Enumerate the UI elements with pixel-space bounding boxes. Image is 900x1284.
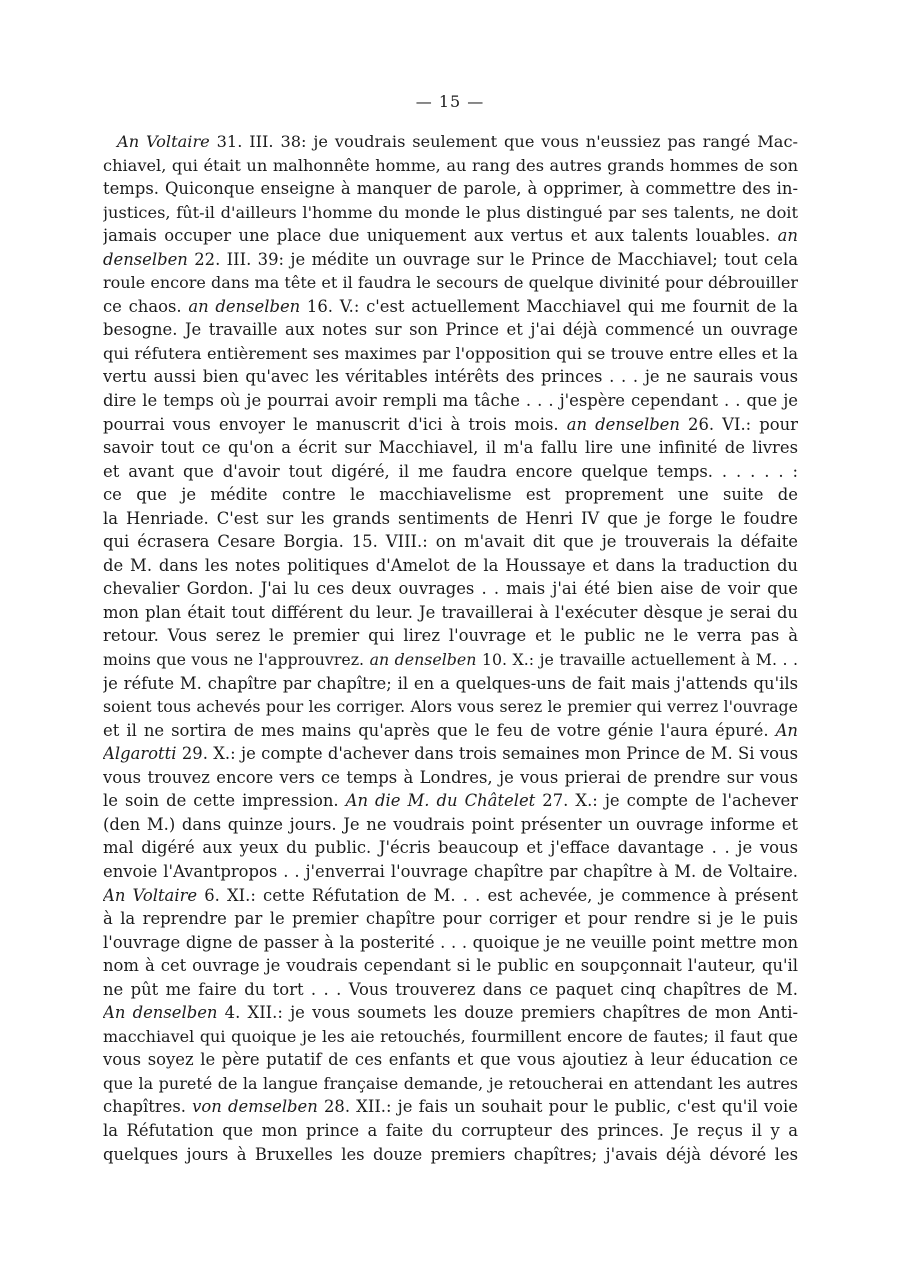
text-segment: mon plan était tout différent du leur. Je travaillerai à l'exécuter dèsque je serai du [103, 602, 798, 622]
text-line [103, 907, 798, 931]
text-line [103, 648, 798, 672]
text-line [103, 1072, 798, 1096]
text-segment: (den M.) dans quinze jours. Je ne voudrais point présenter un ouvrage informe et [103, 814, 798, 834]
text-segment: chapîtres. [103, 1097, 193, 1117]
text-line [103, 601, 798, 625]
text-segment: 6. XI.: cette Réfutation de M. . . est achevée, je commence à présent [197, 885, 798, 905]
text-segment: le soin de cette impression. [103, 791, 346, 811]
text-line [103, 742, 798, 766]
text-segment: retour. Vous serez le premier qui lirez l'ouvrage et le public ne le verra pas à [103, 626, 798, 646]
text-line [103, 318, 798, 342]
text-segment: 10. X.: je travaille actuellement à M. . . [476, 650, 798, 670]
text-segment: besogne. Je travaille aux notes sur son Prince et j'ai déjà commencé un ouvrage [103, 320, 798, 340]
text-line [103, 695, 798, 719]
text-line [103, 389, 798, 413]
italic-reference: An Voltaire [117, 132, 210, 151]
text-segment: savoir tout ce qu'on a écrit sur Macchiavel, il m'a fallu lire une infinité de livres [103, 438, 798, 458]
text-line [103, 224, 798, 248]
text-segment: chiavel, qui était un malhonnête homme, au rang des autres grands hommes de son [103, 155, 798, 175]
text-segment: soient tous achevés pour les corriger. Alors vous serez le premier qui verrez l'ouvrage [103, 697, 798, 717]
text-segment: mal digéré aux yeux du public. J'écris beaucoup et j'efface davantage . . je vous [103, 838, 798, 858]
text-segment: 16. V.: c'est actuellement Macchiavel qui me fournit de la [300, 296, 798, 316]
text-line [103, 436, 798, 460]
text-line [103, 460, 798, 484]
text-segment: justices, fût-il d'ailleurs l'homme du monde le plus distingué par ses talents, ne doit [103, 202, 798, 222]
text-segment: vous soyez le père putatif de ces enfants et que vous ajoutiez à leur éducation ce [103, 1050, 798, 1070]
italic-reference: an denselben [188, 296, 301, 316]
text-segment: 28. XII.: je fais un souhait pour le public, c'est qu'il voie [317, 1097, 798, 1117]
text-line [103, 1143, 798, 1167]
text-segment: à la reprendre par le premier chapître pour corriger et pour rendre si je le puis [103, 909, 798, 929]
text-line [103, 342, 798, 366]
text-segment: roule encore dans ma tête et il faudra le secours de quelque divinité pour débrouiller [103, 273, 798, 293]
text-line [103, 248, 798, 272]
text-segment: 29. X.: je compte d'achever dans trois semaines mon Prince de M. Si vous [176, 744, 798, 764]
text-segment: ne pût me faire du tort . . . Vous trouverez dans ce paquet cinq chapîtres de M. [103, 979, 798, 999]
text-line [103, 530, 798, 554]
text-segment: jamais occuper une place due uniquement aux vertus et aux talents louables. [103, 226, 778, 246]
text-line [103, 1095, 798, 1119]
text-segment: 22. III. 39: je médite un ouvrage sur le Prince de Macchiavel; tout cela [187, 249, 798, 269]
text-segment: et il ne sortira de mes mains qu'après que le feu de votre génie l'aura épuré. [103, 720, 776, 740]
text-segment: 26. VI.: pour [679, 414, 798, 434]
text-line [103, 201, 798, 225]
text-line [103, 1119, 798, 1143]
text-segment: pourrai vous envoyer le manuscrit d'ici à trois mois. [103, 414, 567, 434]
italic-reference: An denselben [103, 1003, 218, 1023]
text-segment: de M. dans les notes politiques d'Amelot de la Houssaye et dans la traduction du [103, 555, 798, 575]
text-segment: chevalier Gordon. J'ai lu ces deux ouvrages . . mais j'ai été bien aise de voir que [103, 579, 798, 599]
text-line [103, 483, 798, 507]
text-line [103, 130, 798, 154]
text-line [103, 271, 798, 295]
text-line [103, 836, 798, 860]
text-line [103, 931, 798, 955]
italic-reference: Algarotti [103, 744, 177, 764]
text-line [103, 577, 798, 601]
italic-reference: an denselben [566, 414, 680, 434]
text-line [103, 295, 798, 319]
page-number: — 15 — [415, 92, 485, 111]
text-segment: 27. X.: je compte de l'achever [535, 791, 798, 811]
text-segment: macchiavel qui quoique je les aie retouchés, fourmillent encore de fautes; il faut que [103, 1026, 798, 1046]
text-segment: l'ouvrage digne de passer à la posterité . . . quoique je ne veuille point mettre mon [103, 932, 798, 952]
text-segment: 4. XII.: je vous soumets les douze premiers chapîtres de mon Anti- [217, 1003, 798, 1023]
text-line [103, 365, 798, 389]
text-line [103, 624, 798, 648]
text-segment: vertu aussi bien qu'avec les véritables intérêts des princes . . . je ne saurais vous [103, 367, 798, 387]
text-line [103, 766, 798, 790]
text-line [103, 860, 798, 884]
text-segment: dire le temps où je pourrai avoir rempli ma tâche . . . j'espère cependant . . que je [103, 391, 798, 411]
text-line [103, 1001, 798, 1025]
text-segment: vous trouvez encore vers ce temps à Londres, je vous prierai de prendre sur vous [103, 767, 798, 787]
italic-reference: an denselben [369, 650, 477, 670]
text-segment: la Henriade. C'est sur les grands sentiments de Henri IV que je forge le foudre [103, 508, 798, 528]
text-line [103, 719, 798, 743]
text-line [103, 672, 798, 696]
text-segment: je réfute M. chapître par chapître; il en a quelques-uns de fait mais j'attends qu'ils [103, 673, 798, 693]
text-segment: nom à cet ouvrage je voudrais cependant si le public en soupçonnait l'auteur, qu'il [103, 956, 798, 976]
text-segment: 31. III. 38: je voudrais seulement que vous n'eussiez pas rangé Mac- [209, 132, 798, 151]
text-segment: ce chaos. [103, 296, 189, 316]
text-segment: envoie l'Avantpropos . . j'enverrai l'ouvrage chapître par chapître à M. de Voltaire. [103, 861, 798, 881]
text-line [103, 884, 798, 908]
text-segment: ce que je médite contre le macchiavelisme est proprement une suite de [103, 485, 798, 505]
text-line [103, 177, 798, 201]
text-segment: quelques jours à Bruxelles les douze premiers chapîtres; j'avais déjà dévoré les [103, 1144, 798, 1164]
text-line [103, 154, 798, 178]
text-line [103, 554, 798, 578]
text-segment: qui réfutera entièrement ses maximes par l'opposition qui se trouve entre elles et la [103, 343, 798, 363]
italic-reference: An Voltaire [103, 885, 198, 905]
text-segment: que la pureté de la langue française demande, je retoucherai en attendant les autres [103, 1073, 798, 1093]
text-line [103, 813, 798, 837]
italic-reference: denselben [103, 249, 188, 269]
text-line [103, 978, 798, 1002]
text-segment: et avant que d'avoir tout digéré, il me faudra encore quelque temps. . . . . . : [103, 461, 798, 481]
text-line [103, 954, 798, 978]
text-segment: temps. Quiconque enseigne à manquer de parole, à opprimer, à commettre des in- [103, 179, 798, 199]
italic-reference: von demselben [192, 1097, 318, 1117]
text-segment: moins que vous ne l'approuvrez. [103, 650, 370, 670]
text-segment: qui écrasera Cesare Borgia. 15. VIII.: on m'avait dit que je trouverais la défaite [103, 532, 798, 552]
italic-reference: an [777, 226, 798, 246]
italic-reference: An die M. du Châtelet [345, 791, 536, 811]
body-text [103, 130, 798, 1166]
text-line [103, 1048, 798, 1072]
text-segment: la Réfutation que mon prince a faite du corrupteur des princes. Je reçus il y a [103, 1120, 798, 1140]
text-line [103, 1025, 798, 1049]
text-line [103, 413, 798, 437]
italic-reference: An [775, 720, 798, 740]
text-line [103, 789, 798, 813]
text-line [103, 507, 798, 531]
